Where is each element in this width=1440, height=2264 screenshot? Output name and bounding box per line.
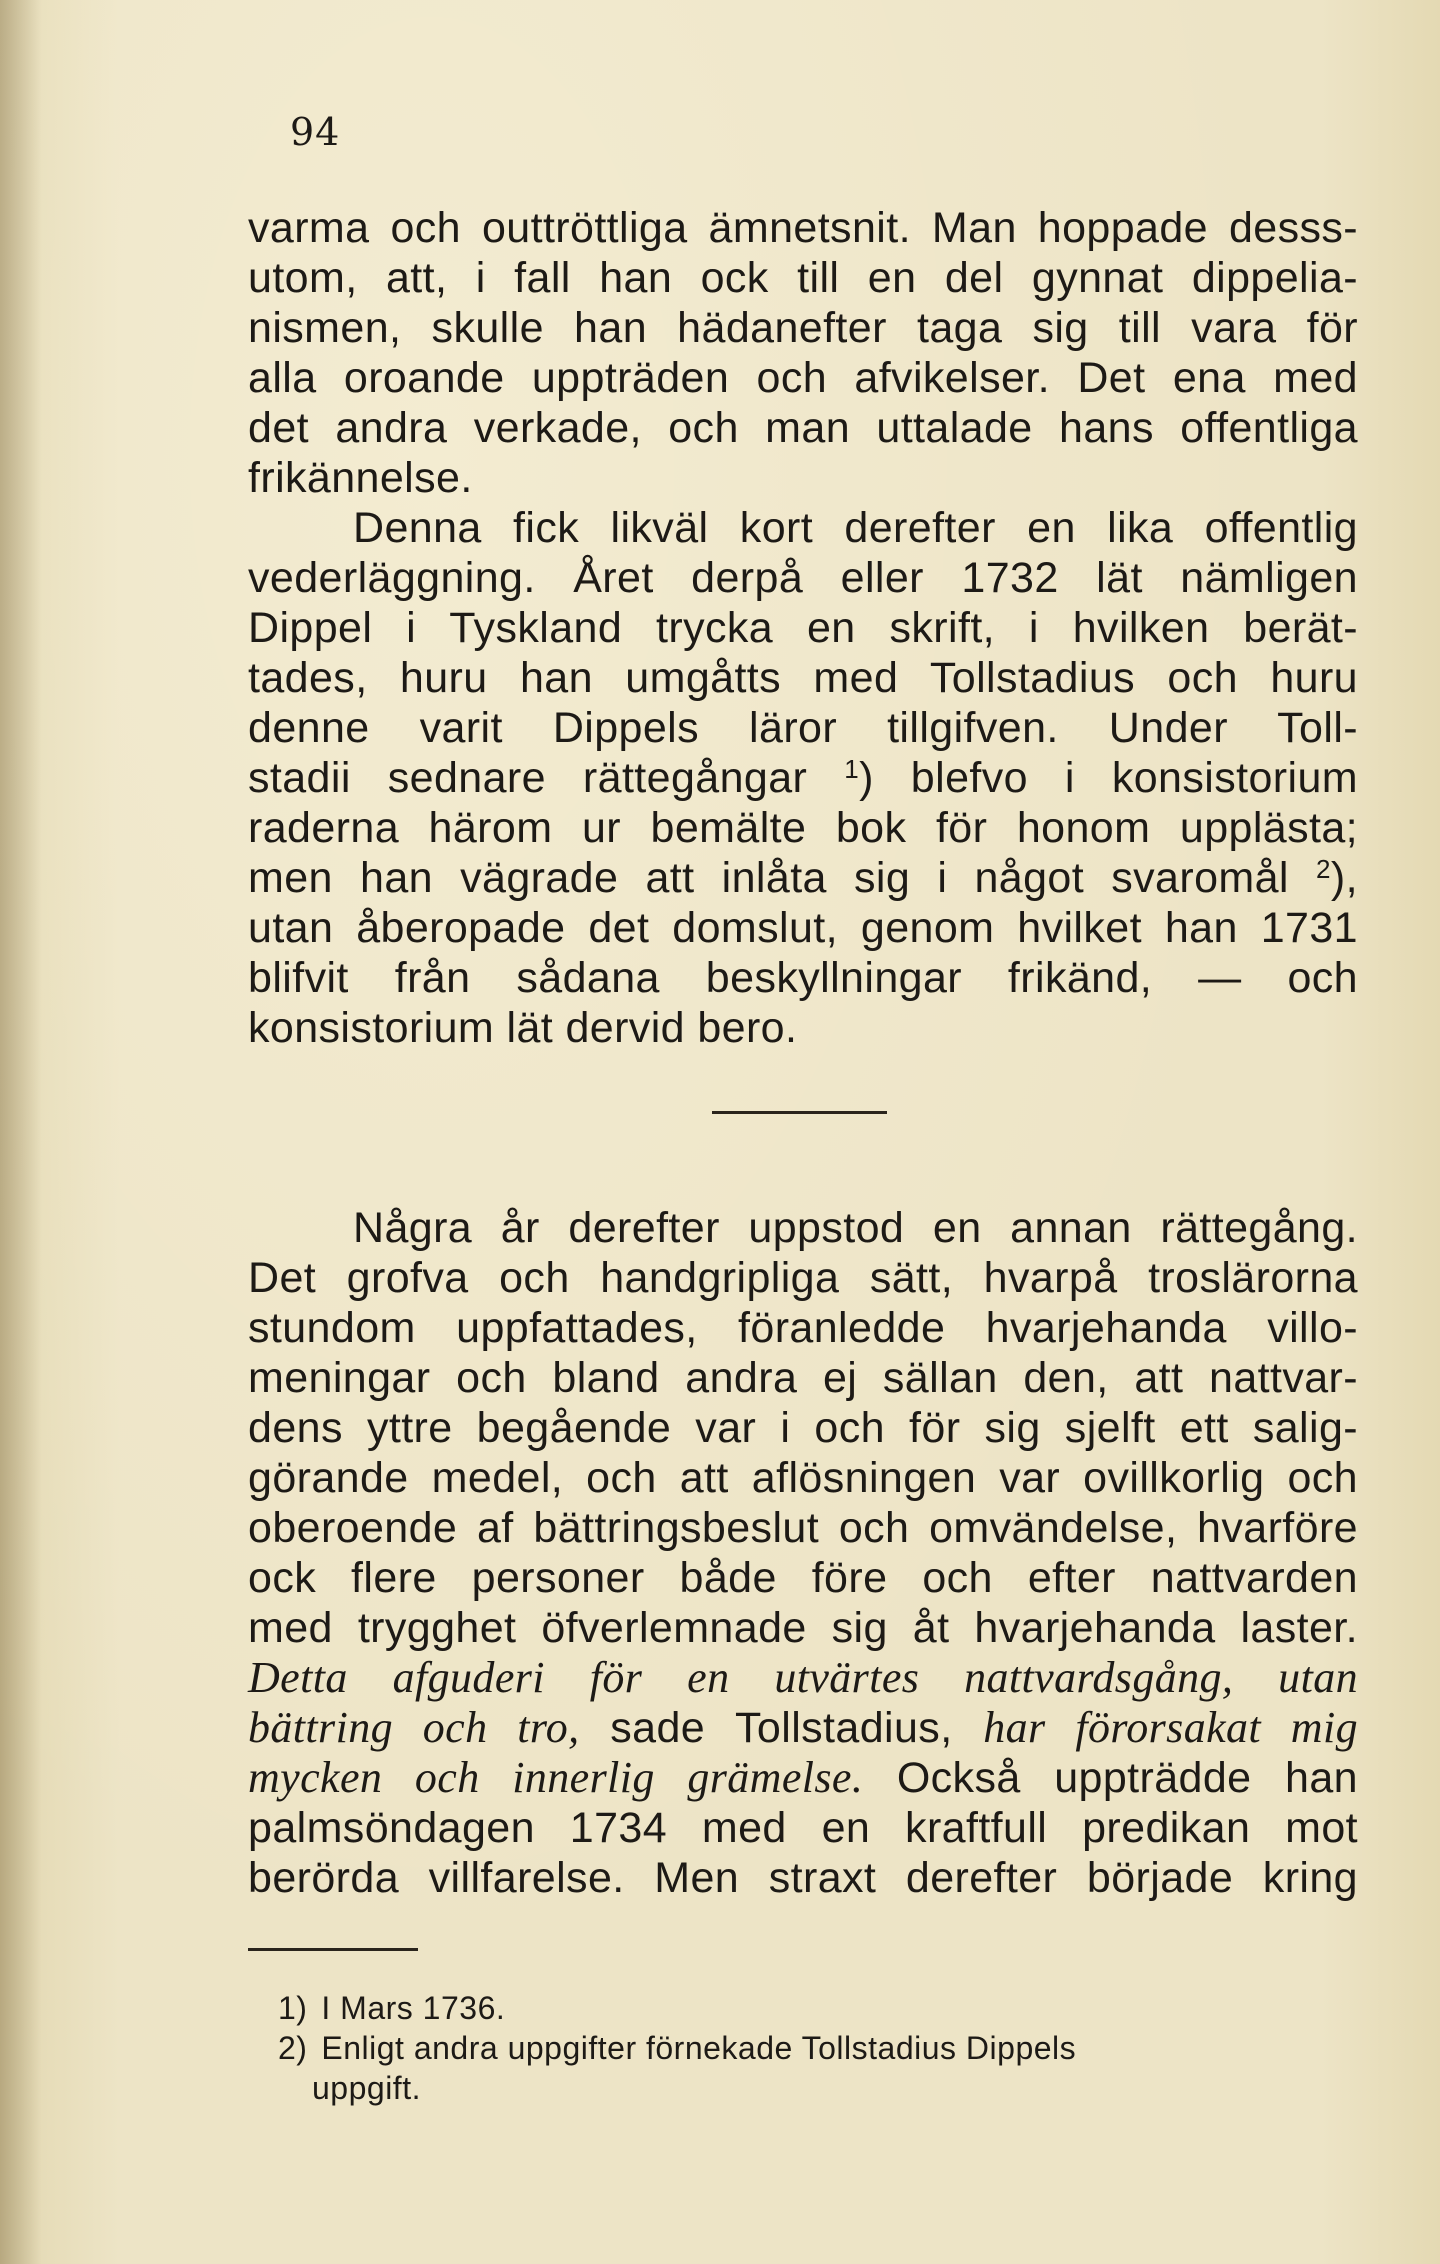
footnote-2-continuation: uppgift. <box>312 2070 421 2106</box>
text-line: alla oroande uppträden och afvikelser. Det ena med <box>248 354 1358 402</box>
text-line: Det grofva och handgripliga sätt, hvarpå troslärorna <box>248 1254 1358 1302</box>
text-line: vederläggning. Året derpå eller 1732 lät nämligen <box>248 554 1358 602</box>
text-line: med trygghet öfverlemnade sig åt hvarjehanda laster. <box>248 1604 1358 1652</box>
text-line: det andra verkade, och man uttalade hans offentliga <box>248 404 1358 452</box>
footnote-ref-1: 1 <box>844 754 860 784</box>
footnote-divider <box>248 1948 418 1951</box>
text-line-with-footnote-ref <box>248 853 1358 903</box>
footnote-text: Enligt andra uppgifter förnekade Tollstadius Dippels <box>321 2030 1077 2066</box>
text-line: varma och outtröttliga ämnetsnit. Man hoppade desss- <box>248 204 1358 252</box>
footnote-marker: 1) <box>278 1990 308 2026</box>
text-line: meningar och bland andra ej sällan den, att nattvar- <box>248 1354 1358 1402</box>
text-line: frikännelse. <box>248 454 473 502</box>
text-line: tades, huru han umgåtts med Tollstadius och huru <box>248 654 1358 702</box>
text-line: Dippel i Tyskland trycka en skrift, i hvilken berät- <box>248 604 1358 652</box>
text-line: Några år derefter uppstod en annan rättegång. <box>353 1204 1358 1252</box>
footnote-2 <box>278 2028 1358 2068</box>
quote-fragment: bättring och tro, <box>248 1703 580 1752</box>
text-fragment: ) blefvo i konsistorium <box>859 754 1358 802</box>
text-line: palmsöndagen 1734 med en kraftfull predikan mot <box>248 1804 1358 1852</box>
footnote-text: I Mars 1736. <box>321 1990 506 2026</box>
text-line-with-footnote-ref <box>248 753 1358 803</box>
text-fragment: Också uppträdde han <box>863 1754 1358 1802</box>
quote-line-mixed <box>248 1703 1358 1753</box>
quote-fragment: har förorsakat mig <box>983 1703 1358 1752</box>
text-line: dens yttre begående var i och för sig sjelft ett salig- <box>248 1404 1358 1452</box>
paragraph-3 <box>248 1203 1358 1903</box>
text-line: oberoende af bättringsbeslut och omvändelse, hvarföre <box>248 1504 1358 1552</box>
text-line: utom, att, i fall han ock till en del gynnat dippelia- <box>248 254 1358 302</box>
text-line: berörda villfarelse. Men straxt derefter började kring <box>248 1854 1358 1902</box>
text-line: blifvit från sådana beskyllningar frikänd, — och <box>248 954 1358 1002</box>
footnotes <box>278 1988 1358 2108</box>
quote-line: Detta afguderi för en utvärtes nattvardsgång, utan <box>248 1653 1358 1702</box>
footnote-ref-2: 2 <box>1316 854 1331 884</box>
text-line: Denna fick likväl kort derefter en lika offentlig <box>353 504 1358 552</box>
text-line: konsistorium lät dervid bero. <box>248 1004 798 1052</box>
paragraph-1 <box>248 203 1358 503</box>
paragraph-2 <box>248 503 1358 1053</box>
quote-line-mixed <box>248 1753 1358 1803</box>
section-divider <box>712 1111 887 1114</box>
page-number: 94 <box>290 110 341 154</box>
text-line: nismen, skulle han hädanefter taga sig till vara för <box>248 304 1358 352</box>
text-fragment: sade Tollstadius, <box>579 1704 984 1752</box>
text-line: ock flere personer både före och efter nattvarden <box>248 1554 1358 1602</box>
text-fragment: men han vägrade att inlåta sig i något svaromål <box>248 854 1317 902</box>
text-line: denne varit Dippels läror tillgifven. Under Toll- <box>248 704 1358 752</box>
quote-fragment: mycken och innerlig grämelse. <box>248 1753 864 1802</box>
text-fragment: stadii sednare rättegångar <box>248 754 845 802</box>
text-line: stundom uppfattades, föranledde hvarjehanda villo- <box>248 1304 1358 1352</box>
footnote-1 <box>278 1988 1358 2028</box>
text-line: görande medel, och att aflösningen var ovillkorlig och <box>248 1454 1358 1502</box>
text-line: raderna härom ur bemälte bok för honom upplästa; <box>248 804 1358 852</box>
footnote-marker: 2) <box>278 2030 308 2066</box>
text-line: utan åberopade det domslut, genom hvilket han 1731 <box>248 904 1358 952</box>
page-gutter-shadow <box>0 0 42 2264</box>
text-fragment: ), <box>1330 854 1358 902</box>
